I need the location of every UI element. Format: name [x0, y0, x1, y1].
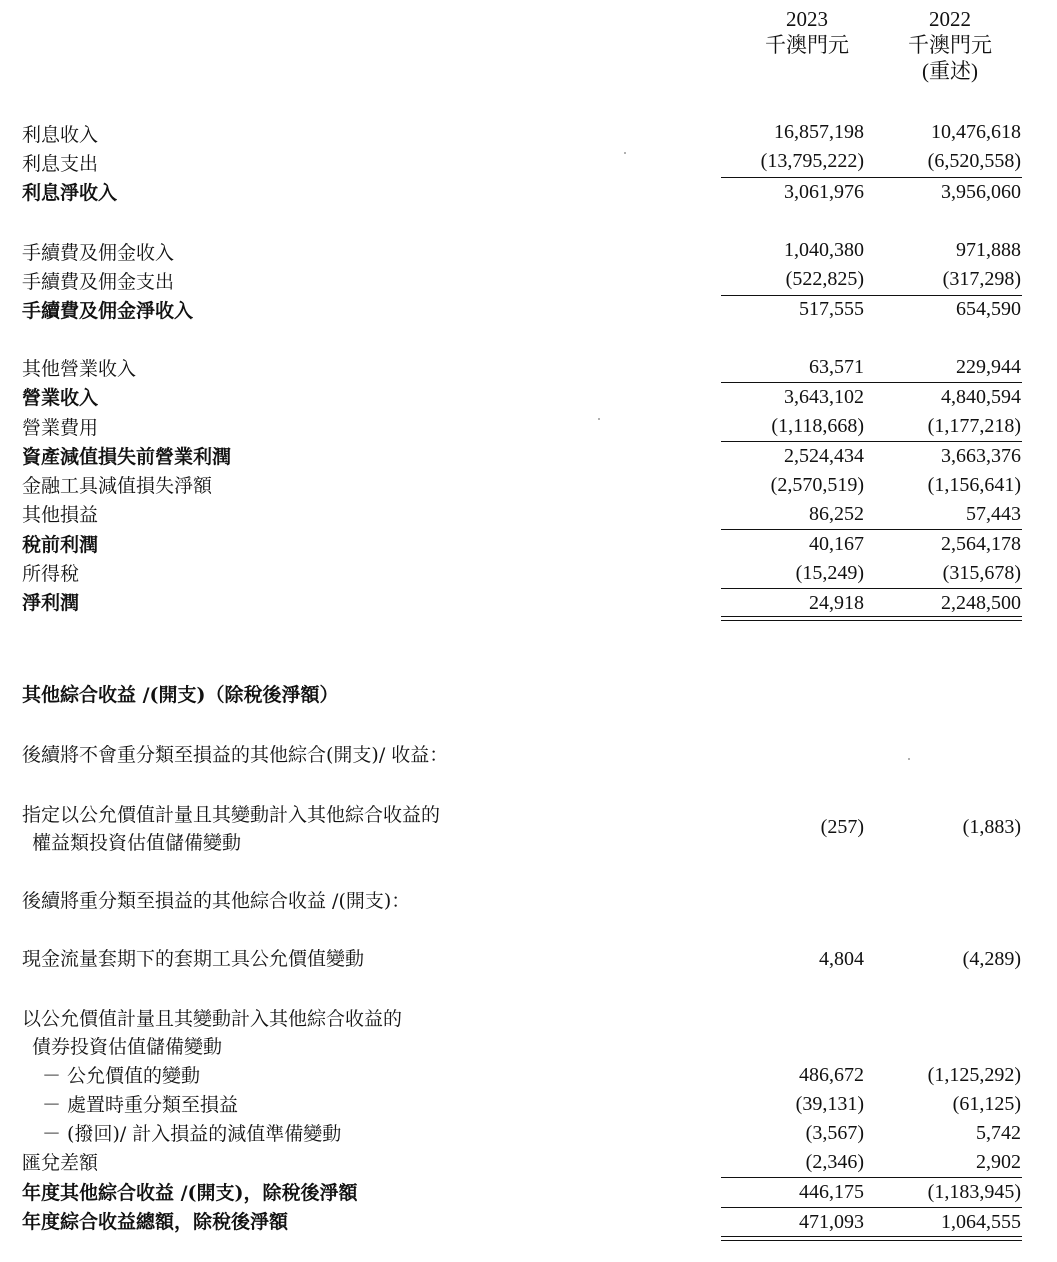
value-2022: 4,840,594	[941, 386, 1021, 408]
cashflow-hedge-label: 現金流量套期下的套期工具公允價值變動	[22, 948, 365, 970]
value-2023: 3,061,976	[784, 181, 864, 203]
row-label: 資產減值損失前營業利潤	[22, 446, 232, 468]
value-2022: 3,956,060	[941, 181, 1021, 203]
subtotal-rule	[866, 529, 1022, 530]
value-2023: (39,131)	[795, 1093, 864, 1115]
value-2023: 517,555	[799, 298, 864, 320]
subtotal-rule	[866, 295, 1022, 296]
row-label: 淨利潤	[22, 592, 80, 614]
year-2022: 2022	[929, 7, 971, 31]
value-2023: 63,571	[809, 356, 864, 378]
value-2022: (315,678)	[942, 562, 1021, 584]
subtotal-rule	[866, 1177, 1022, 1178]
value-2022: (1,156,641)	[927, 474, 1021, 496]
subtotal-rule	[721, 1177, 866, 1178]
oci-section-title: 其他綜合收益 /(開支)（除稅後淨額）	[22, 684, 339, 706]
restated-note: (重述)	[922, 59, 978, 83]
value-2022: (1,183,945)	[927, 1181, 1021, 1203]
value-2023: 16,857,198	[774, 121, 864, 143]
subtotal-rule	[866, 1207, 1022, 1208]
value-2022: 229,944	[956, 356, 1021, 378]
value-2023: 471,093	[799, 1211, 864, 1233]
value-2023: (2,346)	[805, 1151, 864, 1173]
value-2022: 57,443	[966, 503, 1021, 525]
value-2022: (317,298)	[942, 268, 1021, 290]
value-2022: (4,289)	[962, 948, 1021, 970]
fx-difference-label: 匯兌差額	[22, 1152, 99, 1174]
total-double-rule	[866, 1236, 1022, 1241]
unit-2023: 千澳門元	[765, 33, 849, 57]
equity-investment-line2: 權益類投資估值儲備變動	[32, 832, 242, 854]
row-label: 營業收入	[22, 387, 99, 409]
value-2022: (1,125,292)	[927, 1064, 1021, 1086]
scan-speck	[624, 152, 626, 154]
row-label: 利息支出	[22, 153, 99, 175]
total-oci-label: 年度其他綜合收益 /(開支)，除稅後淨額	[22, 1182, 358, 1204]
subtotal-rule	[866, 588, 1022, 589]
value-2022: 3,663,376	[941, 445, 1021, 467]
subtotal-rule	[866, 177, 1022, 178]
value-2022: (1,177,218)	[927, 415, 1021, 437]
subtotal-rule	[866, 441, 1022, 442]
value-2022: 971,888	[956, 239, 1021, 261]
total-double-rule	[721, 616, 866, 621]
total-double-rule	[866, 616, 1022, 621]
value-2023: (2,570,519)	[770, 474, 864, 496]
value-2022: 654,590	[956, 298, 1021, 320]
value-2023: 486,672	[799, 1064, 864, 1086]
subtotal-rule	[721, 1207, 866, 1208]
row-label: 營業費用	[22, 417, 99, 439]
value-2022: 1,064,555	[941, 1211, 1021, 1233]
row-label: 所得稅	[22, 563, 80, 585]
row-label: 利息收入	[22, 124, 99, 146]
value-2022: 5,742	[976, 1122, 1021, 1144]
value-2023: 24,918	[809, 592, 864, 614]
value-2022: (61,125)	[952, 1093, 1021, 1115]
row-label: 金融工具減值損失淨額	[22, 475, 213, 497]
value-2023: 446,175	[799, 1181, 864, 1203]
debt-investment-line2: 債券投資估值儲備變動	[32, 1036, 223, 1058]
subtotal-rule	[721, 529, 866, 530]
unit-2022: 千澳門元	[908, 33, 992, 57]
value-2023: 86,252	[809, 503, 864, 525]
value-2022: (6,520,558)	[927, 150, 1021, 172]
subtotal-rule	[721, 588, 866, 589]
row-label: 手續費及佣金支出	[22, 271, 175, 293]
not-reclassified-heading: 後續將不會重分類至損益的其他綜合(開支)/ 收益：	[22, 744, 449, 766]
value-2023: (3,567)	[805, 1122, 864, 1144]
subtotal-rule	[721, 441, 866, 442]
value-2023: (15,249)	[795, 562, 864, 584]
value-2023: (257)	[820, 816, 864, 838]
value-2023: 4,804	[819, 948, 864, 970]
debt-item-label: － (撥回)/ 計入損益的減值準備變動	[42, 1123, 342, 1145]
total-ci-label: 年度綜合收益總額，除稅後淨額	[22, 1211, 289, 1233]
subtotal-rule	[721, 177, 866, 178]
row-label: 其他營業收入	[22, 358, 137, 380]
scan-speck	[598, 418, 600, 420]
value-2023: 3,643,102	[784, 386, 864, 408]
value-2023: 2,524,434	[784, 445, 864, 467]
subtotal-rule	[721, 382, 866, 383]
value-2022: 10,476,618	[931, 121, 1021, 143]
year-2023: 2023	[786, 7, 828, 31]
total-double-rule	[721, 1236, 866, 1241]
value-2023: (13,795,222)	[760, 150, 864, 172]
scan-speck	[908, 758, 910, 760]
debt-investment-line1: 以公允價值計量且其變動計入其他綜合收益的	[22, 1008, 403, 1030]
value-2022: (1,883)	[962, 816, 1021, 838]
value-2022: 2,248,500	[941, 592, 1021, 614]
value-2023: (522,825)	[785, 268, 864, 290]
equity-investment-line1: 指定以公允價值計量且其變動計入其他綜合收益的	[22, 804, 441, 826]
value-2023: 1,040,380	[784, 239, 864, 261]
subtotal-rule	[721, 295, 866, 296]
row-label: 其他損益	[22, 504, 99, 526]
value-2023: (1,118,668)	[771, 415, 864, 437]
column-header-2022	[895, 6, 1005, 84]
row-label: 手續費及佣金淨收入	[22, 300, 194, 322]
reclassified-heading: 後續將重分類至損益的其他綜合收益 /(開支)：	[22, 890, 411, 912]
debt-item-label: － 公允價值的變動	[42, 1065, 201, 1087]
row-label: 手續費及佣金收入	[22, 242, 175, 264]
debt-item-label: － 處置時重分類至損益	[42, 1094, 239, 1116]
row-label: 稅前利潤	[22, 534, 99, 556]
subtotal-rule	[866, 382, 1022, 383]
value-2023: 40,167	[809, 533, 864, 555]
row-label: 利息淨收入	[22, 182, 118, 204]
value-2022: 2,564,178	[941, 533, 1021, 555]
value-2022: 2,902	[976, 1151, 1021, 1173]
column-header-2023	[752, 6, 862, 58]
